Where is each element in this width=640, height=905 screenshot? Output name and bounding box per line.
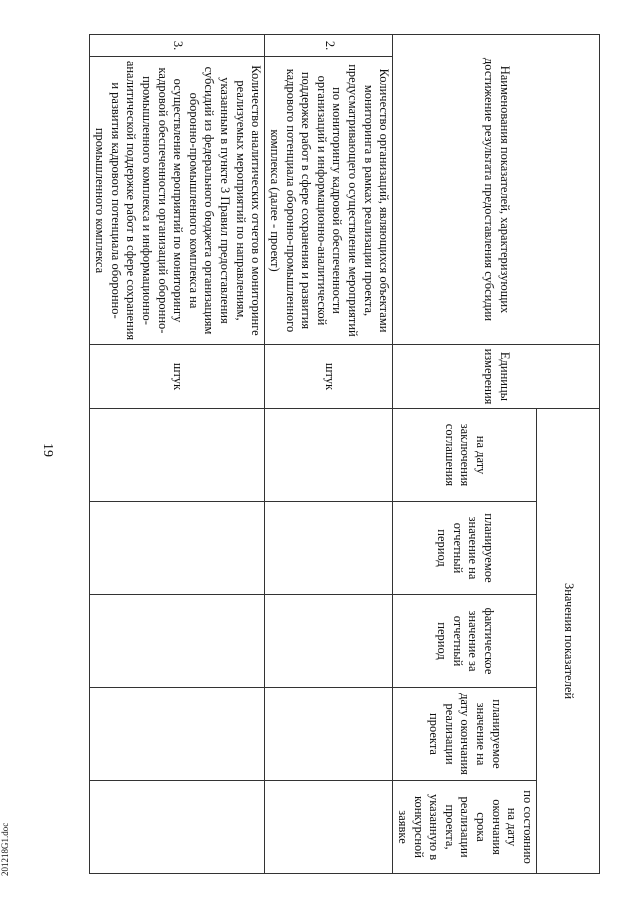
subheader-end-date: по состоянию на дату окончания срока реализации проекта, указанную в конкурсной заявке [393,781,537,874]
row-value-cell [90,781,265,874]
table-row [265,35,393,874]
row-value-cell [265,409,393,502]
header-unit: Единицы измерения [393,345,600,409]
table-row [90,35,265,874]
row-value-cell [265,781,393,874]
row-indicator-name: Количество организаций, являющихся объектами мониторинга в рамках реализации проекта, предусматривающего осуществление мероприятий по мониторингу кадровой обеспеченности организаций и информационно-аналитической поддержке работ в сфере сохранения и развития кадрового потенциала оборонно-промышленного комплекса (далее - проект) [265,57,393,345]
row-number: 3. [90,35,265,57]
header-values: Значения показателей [537,409,600,874]
row-value-cell [90,595,265,688]
header-indicator-name: Наименования показателей, характеризующих достижение результата предоставления субсидии [393,35,600,345]
row-value-cell [90,409,265,502]
row-value-cell [265,688,393,781]
subheader-planned-period: планируемое значение на отчетный период [393,502,537,595]
row-number: 2. [265,35,393,57]
row-unit: штук [265,345,393,409]
row-value-cell [265,502,393,595]
subheader-agreement-date: на дату заключения соглашения [393,409,537,502]
row-unit: штук [90,345,265,409]
page-number: 19 [40,443,55,457]
row-value-cell [90,688,265,781]
row-indicator-name: Количество аналитических отчетов о мониторинге реализуемых мероприятий по направлениям, указанным в пункте 3 Правил предоставления субсидий из федерального бюджета организациям оборонно-промышленного комплекса на осуществление мероприятий по мониторингу кадровой обеспеченности организаций оборонно-промышленного комплекса и информационно-аналитической поддержке работ в сфере сохранения и развития кадрового потенциала оборонно-промышленного комплекса [90,57,265,345]
row-value-cell [265,595,393,688]
subheader-actual-period: фактическое значение за отчетный период [393,595,537,688]
indicator-table [90,34,601,874]
subheader-planned-end: планируемое значение на дату окончания реализации проекта [393,688,537,781]
row-value-cell [90,502,265,595]
indicator-table-container [60,34,600,872]
footer-doc-code: 201218G1.doc [0,822,10,876]
